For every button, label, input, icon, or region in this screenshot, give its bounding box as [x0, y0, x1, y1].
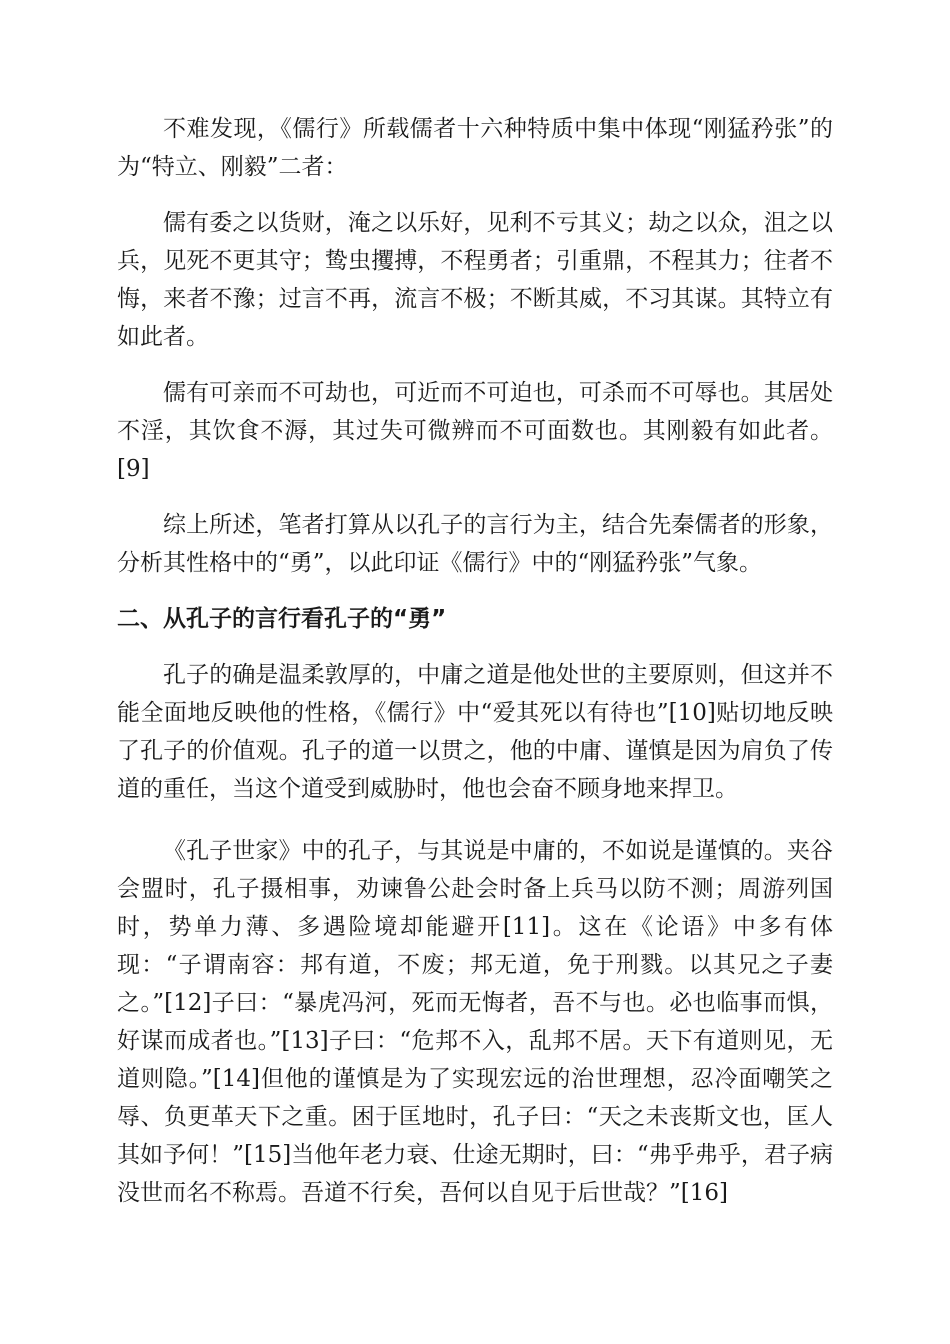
quote-paragraph-teli: 儒有委之以货财，淹之以乐好，见利不亏其义；劫之以众，沮之以兵，见死不更其守；鸷虫攫搏，不程勇者；引重鼎，不程其力；往者不悔，来者不豫；过言不再，流言不极；不断其威，不习其谋。其特立有如此者。 — [117, 210, 833, 350]
quote-paragraph-gangyi: 儒有可亲而不可劫也，可近而不可迫也，可杀而不可辱也。其居处不淫，其饮食不溽，其过失可微辨而不可面数也。其刚毅有如此者。[9] — [117, 380, 833, 482]
paragraph-intro: 不难发现，《儒行》所载儒者十六种特质中集中体现“刚猛矜张”的为“特立、刚毅”二者： — [117, 116, 833, 180]
paragraph-confucius-character: 孔子的确是温柔敦厚的，中庸之道是他处世的主要原则，但这并不能全面地反映他的性格，《儒行》中“爱其死以有待也”[10]贴切地反映了孔子的价值观。孔子的道一以贯之，他的中庸、谨慎是因为肩负了传道的重任，当这个道受到威胁时，他也会奋不顾身地来捍卫。 — [117, 662, 833, 802]
document-page — [117, 110, 833, 1212]
paragraph-summary: 综上所述，笔者打算从以孔子的言行为主，结合先秦儒者的形象，分析其性格中的“勇”，以此印证《儒行》中的“刚猛矜张”气象。 — [117, 512, 833, 576]
section-heading: 二、从孔子的言行看孔子的“勇” — [117, 606, 447, 632]
paragraph-confucius-caution: 《孔子世家》中的孔子，与其说是中庸的，不如说是谨慎的。夹谷会盟时，孔子摄相事，劝谏鲁公赴会时备上兵马以防不测；周游列国时，势单力薄、多遇险境却能避开[11]。这在《论语》中多有体现：“子谓南容：邦有道，不废；邦无道，免于刑戮。以其兄之子妻之。”[12]子曰：“暴虎冯河，死而无悔者，吾不与也。必也临事而惧，好谋而成者也。”[13]子曰：“危邦不入，乱邦不居。天下有道则见，无道则隐。”[14]但他的谨慎是为了实现宏远的治世理想，忍冷面嘲笑之辱、负更革天下之重。困于匡地时，孔子曰：“天之未丧斯文也，匡人其如予何！”[15]当他年老力衰、仕途无期时，曰：“弗乎弗乎，君子病没世而名不称焉。吾道不行矣，吾何以自见于后世哉？”[16] — [117, 838, 833, 1206]
